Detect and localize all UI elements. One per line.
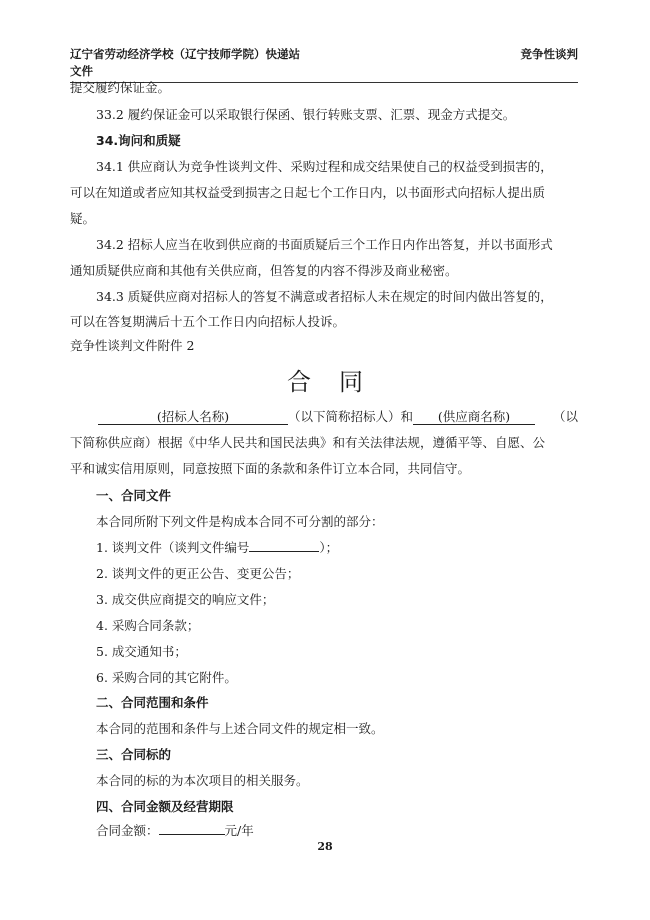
list-item: 5. 成交通知书； bbox=[96, 644, 187, 659]
list-item: 3. 成交供应商提交的响应文件； bbox=[96, 592, 275, 607]
list-item-text: 1. 谈判文件（谈判文件编号 bbox=[96, 540, 250, 555]
party-a-blank: (招标人名称) bbox=[98, 409, 288, 425]
section-heading: 三、合同标的 bbox=[96, 747, 172, 762]
amount-blank bbox=[159, 834, 225, 835]
list-item: 6. 采购合同的其它附件。 bbox=[96, 670, 237, 685]
header-left-line2: 文件 bbox=[70, 64, 93, 78]
parties-mid1: （以下简称招标人）和 bbox=[288, 409, 414, 424]
page-number: 28 bbox=[317, 840, 333, 853]
paragraph-line: 可以在知道或者应知其权益受到损害之日起七个工作日内，以书面形式向招标人提出质 bbox=[70, 185, 546, 200]
paragraph-line: 33.2 履约保证金可以采取银行保函、银行转账支票、汇票、现金方式提交。 bbox=[96, 107, 516, 122]
parties-mid2: （以 bbox=[553, 409, 579, 424]
section-heading: 一、合同文件 bbox=[96, 488, 172, 503]
paragraph-line: 本合同的范围和条件与上述合同文件的规定相一致。 bbox=[96, 721, 384, 736]
attachment-label: 竞争性谈判文件附件 2 bbox=[70, 338, 195, 353]
contract-title: 合同 bbox=[287, 368, 391, 396]
paragraph-line: 平和诚实信用原则，同意按照下面的条款和条件订立本合同，共同信守。 bbox=[70, 461, 471, 476]
paragraph-line: 本合同所附下列文件是构成本合同不可分割的部分： bbox=[96, 514, 384, 529]
section-heading: 二、合同范围和条件 bbox=[96, 695, 209, 710]
doc-number-blank bbox=[249, 551, 319, 552]
header-left-line1: 辽宁省劳动经济学校（辽宁技师学院）快递站 bbox=[70, 47, 300, 61]
list-item-text: ）； bbox=[319, 540, 339, 555]
party-b-blank: (供应商名称) bbox=[413, 409, 535, 425]
paragraph-line: 下简称供应商）根据《中华人民共和国民法典》和有关法律法规，遵循平等、自愿、公 bbox=[70, 435, 546, 450]
section-heading: 四、合同金额及经营期限 bbox=[96, 799, 234, 814]
list-item bbox=[96, 539, 578, 557]
section-heading: 34.询问和质疑 bbox=[96, 133, 181, 148]
amount-unit: 元/年 bbox=[224, 823, 254, 838]
list-item: 2. 谈判文件的更正公告、变更公告； bbox=[96, 566, 300, 581]
paragraph-line: 34.1 供应商认为竞争性谈判文件、采购过程和成交结果使自己的权益受到损害的， bbox=[96, 159, 553, 174]
paragraph-line: 34.3 质疑供应商对招标人的答复不满意或者招标人未在规定的时间内做出答复的， bbox=[96, 289, 553, 304]
amount-line bbox=[96, 822, 578, 840]
paragraph-line: 通知质疑供应商和其他有关供应商，但答复的内容不得涉及商业秘密。 bbox=[70, 263, 458, 278]
paragraph-line: 疑。 bbox=[70, 211, 96, 226]
paragraph-line: 可以在答复期满后十五个工作日内向招标人投诉。 bbox=[70, 314, 346, 329]
paragraph-line: 本合同的标的为本次项目的相关服务。 bbox=[96, 773, 309, 788]
page-header bbox=[70, 46, 578, 83]
parties-line bbox=[98, 408, 578, 426]
header-right: 竞争性谈判 bbox=[520, 47, 578, 61]
amount-label: 合同金额： bbox=[96, 823, 159, 838]
list-item: 4. 采购合同条款； bbox=[96, 618, 200, 633]
paragraph-line: 34.2 招标人应当在收到供应商的书面质疑后三个工作日内作出答复，并以书面形式 bbox=[96, 237, 553, 252]
header-left bbox=[70, 46, 370, 80]
paragraph-line: 提交履约保证金。 bbox=[70, 80, 171, 95]
